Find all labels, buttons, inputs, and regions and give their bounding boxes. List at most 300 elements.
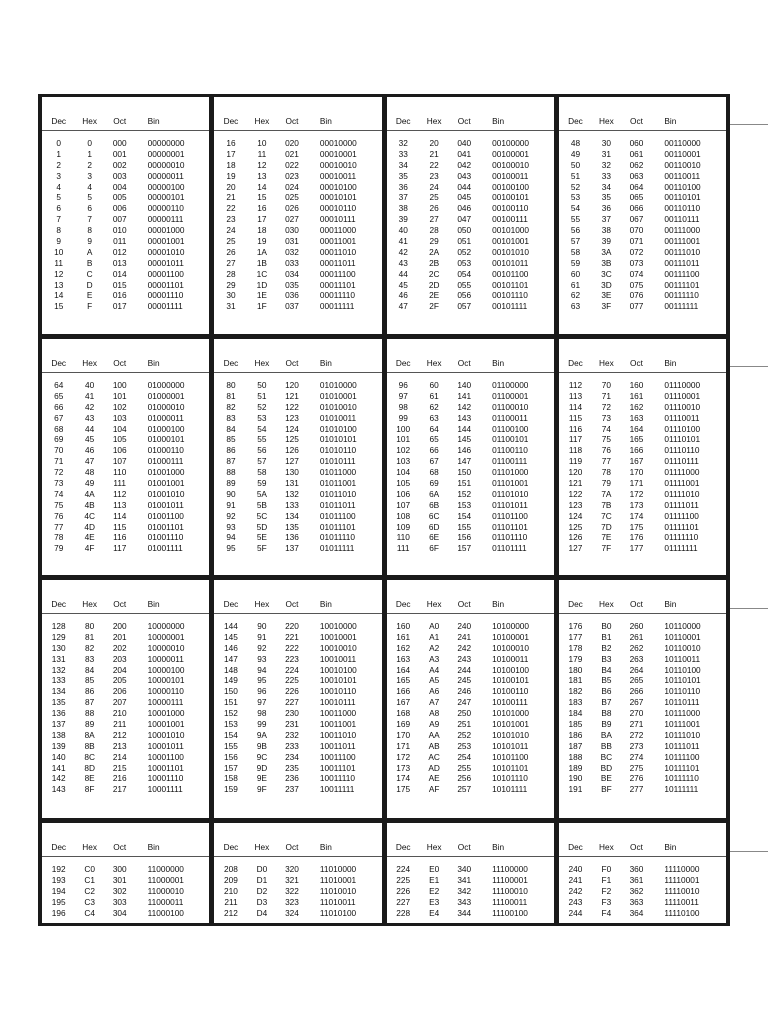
- cell-dec: 110: [396, 532, 410, 543]
- cell-dec: 159: [224, 784, 238, 795]
- cell-dec: 153: [224, 719, 238, 730]
- cell-dec: 92: [226, 510, 236, 521]
- table-body: [387, 139, 554, 313]
- table-body: [559, 381, 726, 555]
- cell-hex: 47: [85, 456, 95, 467]
- table-row: [559, 655, 726, 666]
- cell-bin: 10011100: [319, 751, 356, 762]
- cell-hex: F4: [601, 907, 612, 918]
- cell-dec: 47: [398, 301, 408, 312]
- cell-dec: 157: [224, 762, 238, 773]
- table-row: [559, 414, 726, 425]
- cell-hex: 6: [87, 203, 92, 214]
- cell-bin: 00011100: [319, 268, 356, 279]
- cell-bin: 10111001: [664, 719, 701, 730]
- cell-bin: 11110000: [664, 864, 700, 874]
- header-dec: Dec: [568, 358, 583, 368]
- header-hex: Hex: [254, 116, 270, 126]
- cell-oct: 263: [629, 653, 644, 664]
- cell-dec: 152: [224, 708, 238, 719]
- cell-bin: 11010011: [319, 896, 356, 907]
- table-row: [387, 785, 554, 796]
- cell-oct: 175: [629, 521, 644, 532]
- cell-dec: 192: [51, 864, 66, 874]
- table-row: [559, 909, 726, 920]
- cell-hex: 36: [601, 203, 612, 214]
- cell-oct: 162: [629, 401, 644, 412]
- cell-hex: 16: [257, 203, 267, 214]
- table-block: [558, 822, 727, 924]
- cell-bin: 01001110: [147, 532, 184, 543]
- cell-dec: 108: [396, 510, 411, 521]
- cell-hex: B4: [601, 664, 612, 675]
- cell-oct: 054: [457, 268, 472, 279]
- table-row: [42, 544, 209, 555]
- cell-oct: 065: [629, 192, 644, 203]
- cell-hex: 24: [429, 181, 439, 192]
- cell-bin: 00100101: [492, 192, 530, 203]
- cell-bin: 01000110: [147, 445, 184, 456]
- cell-hex: C4: [84, 907, 95, 918]
- cell-bin: 00101110: [492, 290, 528, 301]
- cell-oct: 204: [112, 664, 127, 675]
- cell-bin: 01101010: [492, 488, 529, 499]
- cell-hex: 1F: [257, 301, 267, 312]
- cell-dec: 35: [398, 170, 408, 181]
- cell-oct: 063: [629, 170, 644, 181]
- cell-bin: 01110011: [664, 412, 700, 423]
- cell-dec: 173: [396, 762, 411, 773]
- cell-dec: 11: [54, 257, 64, 268]
- header-bin: Bin: [319, 116, 332, 126]
- cell-oct: 037: [285, 301, 299, 312]
- cell-bin: 01111111: [664, 543, 698, 554]
- cell-bin: 10110110: [664, 686, 701, 697]
- cell-bin: 01011010: [319, 488, 357, 499]
- header-hex: Hex: [599, 842, 614, 852]
- cell-oct: 141: [457, 390, 472, 401]
- header-oct: Oct: [457, 358, 471, 368]
- table-block: [558, 579, 727, 819]
- cell-hex: A1: [429, 631, 440, 642]
- cell-dec: 176: [568, 621, 583, 631]
- cell-hex: F1: [601, 874, 612, 885]
- cell-hex: 90: [257, 621, 267, 631]
- cell-oct: 000: [112, 138, 127, 148]
- cell-hex: 5F: [257, 543, 267, 554]
- cell-bin: 10010000: [319, 621, 357, 631]
- cell-oct: 201: [112, 631, 127, 642]
- column-header-row: [387, 600, 554, 608]
- cell-hex: 23: [429, 170, 439, 181]
- cell-hex: 98: [257, 708, 267, 719]
- cell-oct: 342: [457, 885, 472, 896]
- cell-bin: 00101010: [492, 246, 530, 257]
- cell-dec: 194: [51, 885, 66, 896]
- cell-dec: 118: [568, 445, 583, 456]
- column-header-row: [214, 843, 381, 851]
- cell-dec: 189: [568, 762, 583, 773]
- cell-hex: 3: [87, 170, 92, 181]
- cell-oct: 171: [629, 478, 644, 489]
- cell-hex: 8E: [84, 773, 95, 784]
- header-divider: [387, 613, 554, 614]
- cell-bin: 10011001: [319, 719, 357, 730]
- cell-bin: 00000100: [147, 181, 185, 192]
- cell-bin: 00110001: [664, 148, 701, 159]
- cell-oct: 100: [112, 380, 127, 390]
- cell-hex: 58: [257, 467, 267, 478]
- cell-oct: 233: [285, 740, 299, 751]
- cell-hex: 60: [429, 380, 439, 390]
- block-row: [40, 579, 728, 819]
- cell-bin: 00111101: [664, 279, 700, 290]
- cell-bin: 00001011: [147, 257, 184, 268]
- cell-hex: B8: [601, 708, 612, 719]
- table-body: [559, 622, 726, 796]
- cell-bin: 00011111: [319, 301, 355, 312]
- cell-hex: 18: [257, 225, 267, 236]
- column-header-row: [42, 600, 209, 608]
- cell-oct: 223: [285, 653, 299, 664]
- cell-hex: 9A: [256, 729, 267, 740]
- cell-bin: 11100010: [492, 885, 528, 896]
- header-hex: Hex: [599, 116, 614, 126]
- cell-hex: 4: [87, 181, 92, 192]
- cell-hex: 43: [85, 412, 95, 423]
- cell-bin: 10110100: [664, 664, 701, 675]
- cell-oct: 051: [457, 236, 472, 247]
- cell-hex: 88: [85, 708, 95, 719]
- cell-bin: 01000001: [147, 390, 185, 401]
- cell-hex: A9: [429, 719, 440, 730]
- cell-hex: 31: [601, 148, 612, 159]
- margin-rule: [730, 608, 768, 609]
- cell-bin: 11010100: [319, 907, 357, 918]
- cell-hex: 95: [257, 675, 267, 686]
- cell-dec: 71: [54, 456, 64, 467]
- cell-dec: 211: [224, 896, 238, 907]
- cell-bin: 01101000: [492, 467, 529, 478]
- cell-hex: 9: [87, 236, 92, 247]
- cell-hex: 96: [257, 686, 267, 697]
- table-row: [387, 414, 554, 425]
- cell-oct: 364: [629, 907, 644, 918]
- cell-dec: 121: [568, 478, 583, 489]
- cell-dec: 177: [568, 631, 583, 642]
- cell-dec: 24: [226, 225, 236, 236]
- header-hex: Hex: [82, 599, 98, 609]
- cell-oct: 227: [285, 697, 299, 708]
- cell-dec: 151: [224, 697, 238, 708]
- header-hex: Hex: [254, 842, 270, 852]
- cell-bin: 11100000: [492, 864, 528, 874]
- table-row: [214, 909, 381, 920]
- cell-oct: 066: [629, 203, 644, 214]
- cell-hex: B7: [601, 697, 612, 708]
- cell-bin: 01001111: [147, 543, 183, 554]
- column-header-row: [387, 843, 554, 851]
- cell-bin: 01101100: [492, 510, 528, 521]
- header-oct: Oct: [630, 358, 643, 368]
- cell-dec: 164: [396, 664, 411, 675]
- cell-bin: 10100001: [492, 631, 530, 642]
- cell-bin: 10110111: [664, 697, 700, 708]
- table-row: [214, 655, 381, 666]
- cell-hex: 29: [429, 236, 439, 247]
- cell-hex: 85: [85, 675, 95, 686]
- header-divider: [214, 372, 381, 373]
- cell-hex: BC: [600, 751, 613, 762]
- cell-oct: 343: [457, 896, 472, 907]
- cell-bin: 00101111: [492, 301, 528, 312]
- cell-bin: 00011010: [319, 246, 357, 257]
- cell-hex: 10: [257, 138, 267, 148]
- cell-oct: 152: [457, 488, 472, 499]
- header-divider: [387, 856, 554, 857]
- cell-bin: 10100101: [492, 675, 530, 686]
- cell-bin: 01111001: [664, 478, 700, 489]
- cell-hex: 6F: [429, 543, 439, 554]
- table-block: [41, 822, 210, 924]
- cell-oct: 266: [629, 686, 644, 697]
- cell-dec: 188: [568, 751, 583, 762]
- cell-hex: D: [86, 279, 93, 290]
- table-body: [214, 381, 381, 555]
- cell-hex: D2: [256, 885, 268, 896]
- cell-bin: 10000001: [147, 631, 185, 642]
- table-row: [42, 898, 209, 909]
- cell-bin: 11010010: [319, 885, 357, 896]
- cell-hex: 20: [429, 138, 439, 148]
- cell-bin: 00011110: [319, 290, 355, 301]
- cell-dec: 144: [224, 621, 238, 631]
- table-row: [214, 512, 381, 523]
- cell-oct: 220: [285, 621, 299, 631]
- cell-hex: 17: [257, 214, 267, 225]
- cell-bin: 10011110: [319, 773, 355, 784]
- cell-hex: 5: [87, 192, 92, 203]
- cell-oct: 167: [629, 456, 644, 467]
- table-row: [559, 898, 726, 909]
- cell-dec: 226: [396, 885, 411, 896]
- cell-hex: 76: [601, 445, 612, 456]
- cell-oct: 060: [629, 138, 644, 148]
- cell-hex: 6A: [429, 488, 440, 499]
- cell-dec: 54: [570, 203, 581, 214]
- cell-bin: 10101011: [492, 740, 529, 751]
- cell-oct: 126: [285, 445, 299, 456]
- cell-bin: 10111011: [664, 740, 700, 751]
- table-body: [214, 139, 381, 313]
- cell-bin: 01101111: [492, 543, 527, 554]
- cell-bin: 10000111: [147, 697, 184, 708]
- header-divider: [214, 613, 381, 614]
- cell-bin: 00011001: [319, 236, 357, 247]
- cell-oct: 044: [457, 181, 472, 192]
- cell-dec: 160: [396, 621, 411, 631]
- cell-oct: 170: [629, 467, 644, 478]
- cell-dec: 225: [396, 874, 411, 885]
- cell-oct: 073: [629, 257, 644, 268]
- header-bin: Bin: [492, 599, 505, 609]
- cell-hex: B9: [601, 719, 612, 730]
- cell-dec: 89: [226, 478, 236, 489]
- cell-bin: 01110010: [664, 401, 701, 412]
- header-oct: Oct: [630, 842, 643, 852]
- cell-oct: 242: [457, 642, 472, 653]
- cell-oct: 103: [112, 412, 127, 423]
- cell-bin: 01000100: [147, 423, 185, 434]
- cell-dec: 73: [54, 478, 64, 489]
- cell-hex: 1D: [256, 279, 268, 290]
- cell-dec: 45: [398, 279, 408, 290]
- cell-hex: B3: [601, 653, 612, 664]
- table-body: [387, 865, 554, 919]
- cell-oct: 321: [285, 874, 299, 885]
- table-row: [387, 655, 554, 666]
- header-hex: Hex: [599, 358, 614, 368]
- cell-bin: 10000011: [147, 653, 184, 664]
- header-dec: Dec: [51, 599, 67, 609]
- cell-dec: 32: [398, 138, 408, 148]
- cell-bin: 01011000: [319, 467, 357, 478]
- cell-dec: 149: [224, 675, 238, 686]
- cell-oct: 324: [285, 907, 299, 918]
- cell-dec: 46: [398, 290, 408, 301]
- cell-dec: 224: [396, 864, 411, 874]
- cell-bin: 11000010: [147, 885, 184, 896]
- cell-oct: 234: [285, 751, 299, 762]
- cell-oct: 043: [457, 170, 472, 181]
- cell-oct: 163: [629, 412, 644, 423]
- cell-dec: 138: [51, 729, 66, 740]
- cell-dec: 67: [54, 412, 64, 423]
- cell-bin: 01001001: [147, 478, 185, 489]
- cell-dec: 142: [51, 773, 66, 784]
- cell-dec: 195: [51, 896, 66, 907]
- cell-bin: 10001110: [147, 773, 184, 784]
- cell-hex: 1C: [256, 268, 268, 279]
- header-oct: Oct: [113, 599, 127, 609]
- cell-bin: 10000101: [147, 675, 185, 686]
- cell-oct: 021: [285, 148, 299, 159]
- cell-oct: 110: [113, 467, 127, 478]
- cell-dec: 115: [568, 412, 583, 423]
- header-hex: Hex: [82, 842, 98, 852]
- cell-oct: 155: [457, 521, 472, 532]
- cell-oct: 040: [457, 138, 472, 148]
- cell-bin: 10101010: [492, 729, 530, 740]
- cell-oct: 235: [285, 762, 299, 773]
- cell-bin: 00001000: [147, 225, 185, 236]
- cell-hex: 1A: [256, 246, 267, 257]
- cell-dec: 66: [54, 401, 64, 412]
- cell-dec: 181: [568, 675, 583, 686]
- cell-oct: 302: [112, 885, 127, 896]
- cell-oct: 277: [629, 784, 644, 795]
- cell-oct: 133: [285, 499, 299, 510]
- cell-dec: 83: [226, 412, 236, 423]
- cell-hex: 44: [85, 423, 95, 434]
- cell-hex: 9E: [256, 773, 267, 784]
- cell-dec: 49: [570, 148, 581, 159]
- cell-dec: 20: [226, 181, 236, 192]
- cell-dec: 169: [396, 719, 411, 730]
- cell-bin: 10101000: [492, 708, 530, 719]
- cell-oct: 144: [457, 423, 472, 434]
- cell-oct: 150: [457, 467, 472, 478]
- cell-bin: 10111111: [664, 784, 699, 795]
- cell-hex: 4E: [84, 532, 95, 543]
- cell-oct: 212: [112, 729, 127, 740]
- cell-dec: 19: [226, 170, 236, 181]
- cell-dec: 168: [396, 708, 411, 719]
- cell-oct: 253: [457, 740, 472, 751]
- table-body: [559, 139, 726, 313]
- header-bin: Bin: [147, 116, 160, 126]
- cell-dec: 183: [568, 697, 583, 708]
- cell-dec: 119: [568, 456, 583, 467]
- cell-hex: 84: [85, 664, 95, 675]
- cell-dec: 129: [51, 631, 66, 642]
- cell-hex: 8B: [84, 740, 95, 751]
- cell-dec: 96: [398, 380, 408, 390]
- cell-dec: 161: [396, 631, 411, 642]
- cell-hex: 7D: [601, 521, 612, 532]
- cell-hex: A2: [429, 642, 440, 653]
- cell-hex: 69: [429, 478, 439, 489]
- cell-hex: 59: [257, 478, 267, 489]
- cell-bin: 01001010: [147, 488, 185, 499]
- cell-hex: 6E: [429, 532, 440, 543]
- cell-bin: 10010111: [319, 697, 356, 708]
- cell-bin: 00001001: [147, 236, 185, 247]
- cell-bin: 00000011: [147, 170, 184, 181]
- cell-oct: 117: [113, 543, 127, 554]
- cell-bin: 10011000: [319, 708, 357, 719]
- cell-oct: 173: [629, 499, 644, 510]
- cell-oct: 111: [113, 478, 127, 489]
- table-row: [214, 172, 381, 183]
- cell-bin: 00000010: [147, 159, 185, 170]
- table-row: [42, 785, 209, 796]
- table-body: [214, 622, 381, 796]
- cell-bin: 11010000: [319, 864, 357, 874]
- cell-hex: E1: [429, 874, 440, 885]
- cell-bin: 00101100: [492, 268, 529, 279]
- cell-bin: 01101011: [492, 499, 528, 510]
- cell-oct: 177: [629, 543, 644, 554]
- cell-bin: 00000111: [147, 214, 184, 225]
- cell-oct: 076: [629, 290, 644, 301]
- cell-hex: 81: [85, 631, 95, 642]
- cell-dec: 120: [568, 467, 583, 478]
- cell-hex: 27: [429, 214, 439, 225]
- cell-hex: F2: [601, 885, 612, 896]
- cell-hex: E0: [429, 864, 440, 874]
- cell-hex: 37: [601, 214, 612, 225]
- cell-hex: 50: [257, 380, 267, 390]
- header-oct: Oct: [285, 358, 299, 368]
- cell-bin: 01000011: [147, 412, 184, 423]
- cell-bin: 10000000: [147, 621, 185, 631]
- cell-bin: 00010000: [319, 138, 357, 148]
- cell-oct: 130: [285, 467, 299, 478]
- table-body: [214, 865, 381, 919]
- cell-dec: 171: [396, 740, 411, 751]
- cell-dec: 91: [226, 499, 236, 510]
